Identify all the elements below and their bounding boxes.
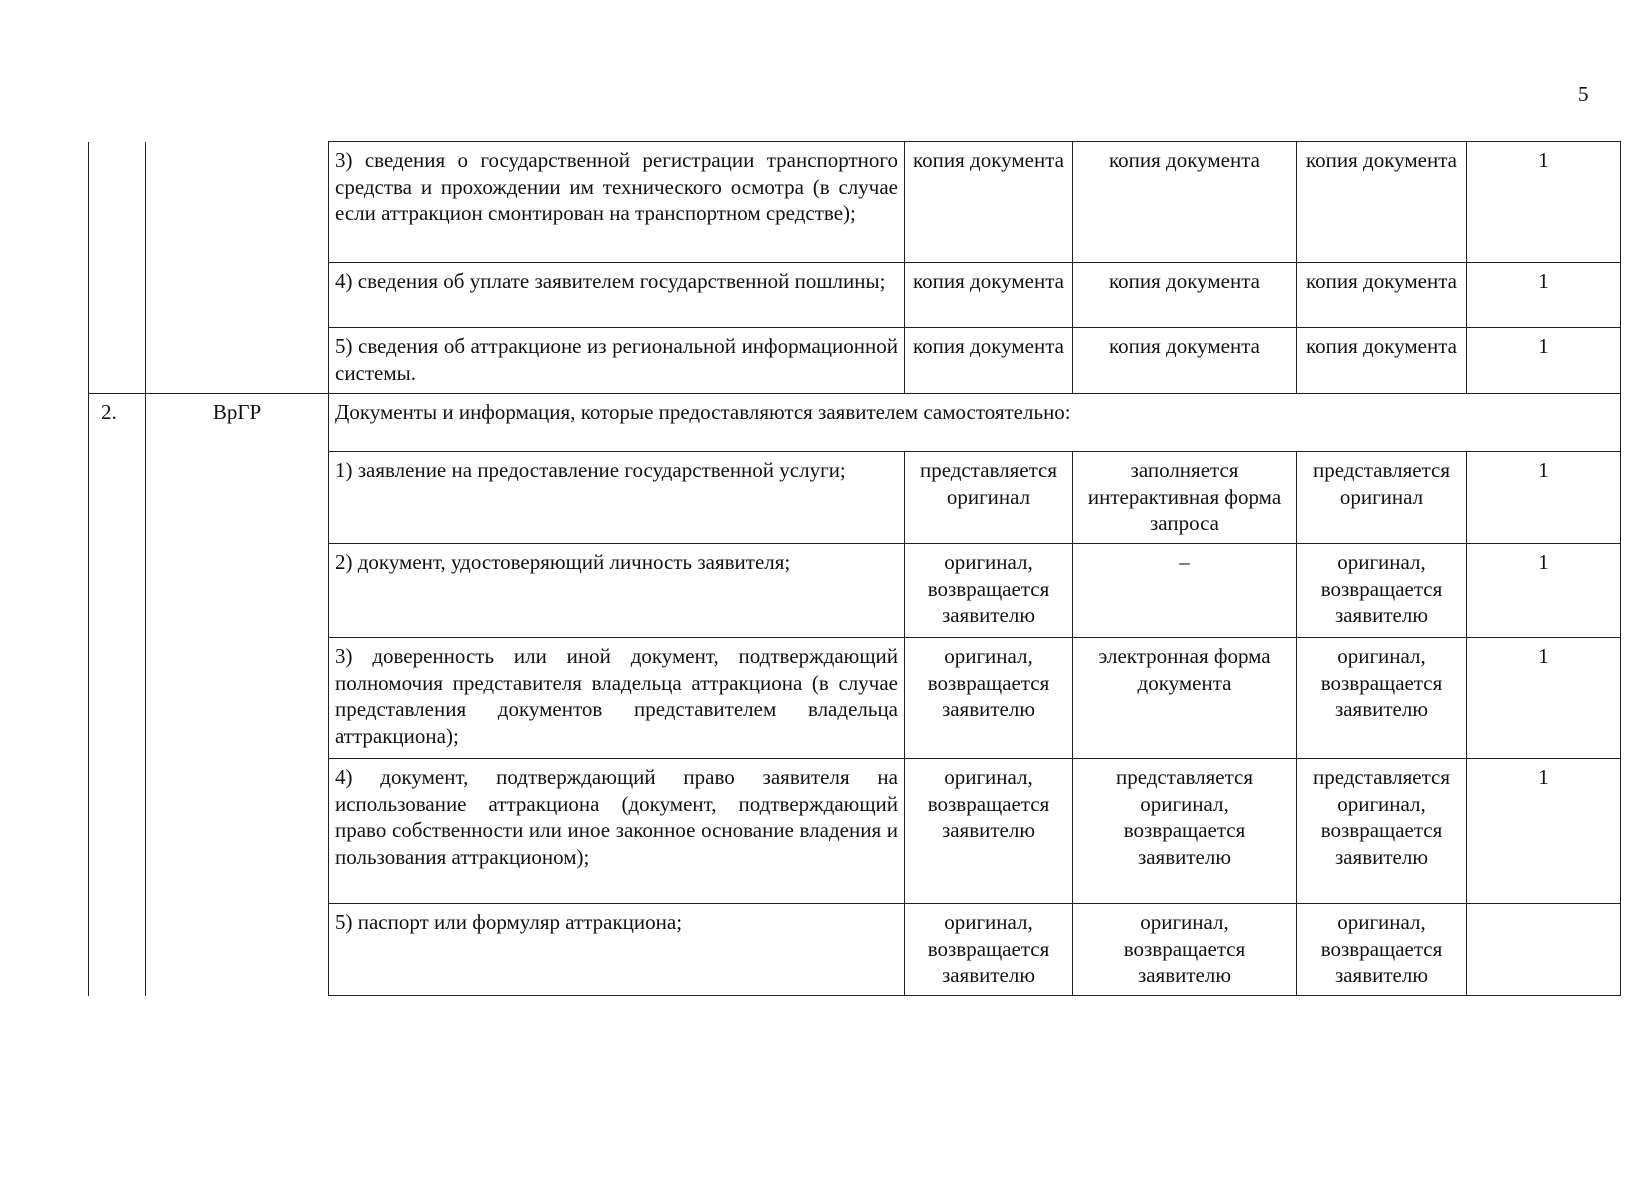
- quantity-cell: 1: [1467, 263, 1621, 328]
- electronic-form-cell: копия документа: [1073, 328, 1297, 394]
- electronic-form-cell: копия документа: [1073, 142, 1297, 263]
- description-cell: 1) заявление на предоставление государственной услуги;: [329, 452, 905, 544]
- page-number: 5: [1578, 82, 1589, 106]
- paper-form-cell: оригинал, возвращается заявителю: [905, 544, 1073, 638]
- section-code: ВрГР: [146, 394, 329, 996]
- quantity-cell: 1: [1467, 328, 1621, 394]
- electronic-form-cell: электронная форма документа: [1073, 638, 1297, 759]
- mfc-form-cell: оригинал, возвращается заявителю: [1297, 638, 1467, 759]
- quantity-cell: [1467, 904, 1621, 996]
- paper-form-cell: оригинал, возвращается заявителю: [905, 904, 1073, 996]
- section-heading-row: [89, 394, 1621, 452]
- mfc-form-cell: оригинал, возвращается заявителю: [1297, 904, 1467, 996]
- section-heading: Документы и информация, которые предоставляются заявителем самостоятельно:: [329, 394, 1621, 452]
- code-cell-empty: [146, 142, 329, 394]
- paper-form-cell: представляется оригинал: [905, 452, 1073, 544]
- quantity-cell: 1: [1467, 759, 1621, 904]
- electronic-form-cell: заполняется интерактивная форма запроса: [1073, 452, 1297, 544]
- description-cell: 4) сведения об уплате заявителем государственной пошлины;: [329, 263, 905, 328]
- paper-form-cell: оригинал, возвращается заявителю: [905, 759, 1073, 904]
- mfc-form-cell: копия документа: [1297, 142, 1467, 263]
- description-cell: 5) паспорт или формуляр аттракциона;: [329, 904, 905, 996]
- quantity-cell: 1: [1467, 638, 1621, 759]
- documents-table: [88, 141, 1621, 996]
- mfc-form-cell: представляется оригинал: [1297, 452, 1467, 544]
- quantity-cell: 1: [1467, 452, 1621, 544]
- mfc-form-cell: копия документа: [1297, 263, 1467, 328]
- table-row: [89, 142, 1621, 263]
- electronic-form-cell: представляется оригинал, возвращается заявителю: [1073, 759, 1297, 904]
- description-cell: 2) документ, удостоверяющий личность заявителя;: [329, 544, 905, 638]
- description-cell: 5) сведения об аттракционе из региональной информационной системы.: [329, 328, 905, 394]
- electronic-form-cell: копия документа: [1073, 263, 1297, 328]
- mfc-form-cell: копия документа: [1297, 328, 1467, 394]
- quantity-cell: 1: [1467, 544, 1621, 638]
- number-cell-empty: [89, 142, 146, 394]
- mfc-form-cell: представляется оригинал, возвращается заявителю: [1297, 759, 1467, 904]
- quantity-cell: 1: [1467, 142, 1621, 263]
- description-cell: 3) доверенность или иной документ, подтверждающий полномочия представителя владельца аттракциона (в случае представления документов представителем владельца аттракциона);: [329, 638, 905, 759]
- paper-form-cell: копия документа: [905, 142, 1073, 263]
- electronic-form-cell: –: [1073, 544, 1297, 638]
- paper-form-cell: копия документа: [905, 328, 1073, 394]
- paper-form-cell: копия документа: [905, 263, 1073, 328]
- description-cell: 3) сведения о государственной регистрации транспортного средства и прохождении им технического осмотра (в случае если аттракцион смонтирован на транспортном средстве);: [329, 142, 905, 263]
- description-cell: 4) документ, подтверждающий право заявителя на использование аттракциона (документ, подтверждающий право собственности или иное законное основание владения и пользования аттракционом);: [329, 759, 905, 904]
- paper-form-cell: оригинал, возвращается заявителю: [905, 638, 1073, 759]
- mfc-form-cell: оригинал, возвращается заявителю: [1297, 544, 1467, 638]
- electronic-form-cell: оригинал, возвращается заявителю: [1073, 904, 1297, 996]
- section-number: 2.: [89, 394, 146, 996]
